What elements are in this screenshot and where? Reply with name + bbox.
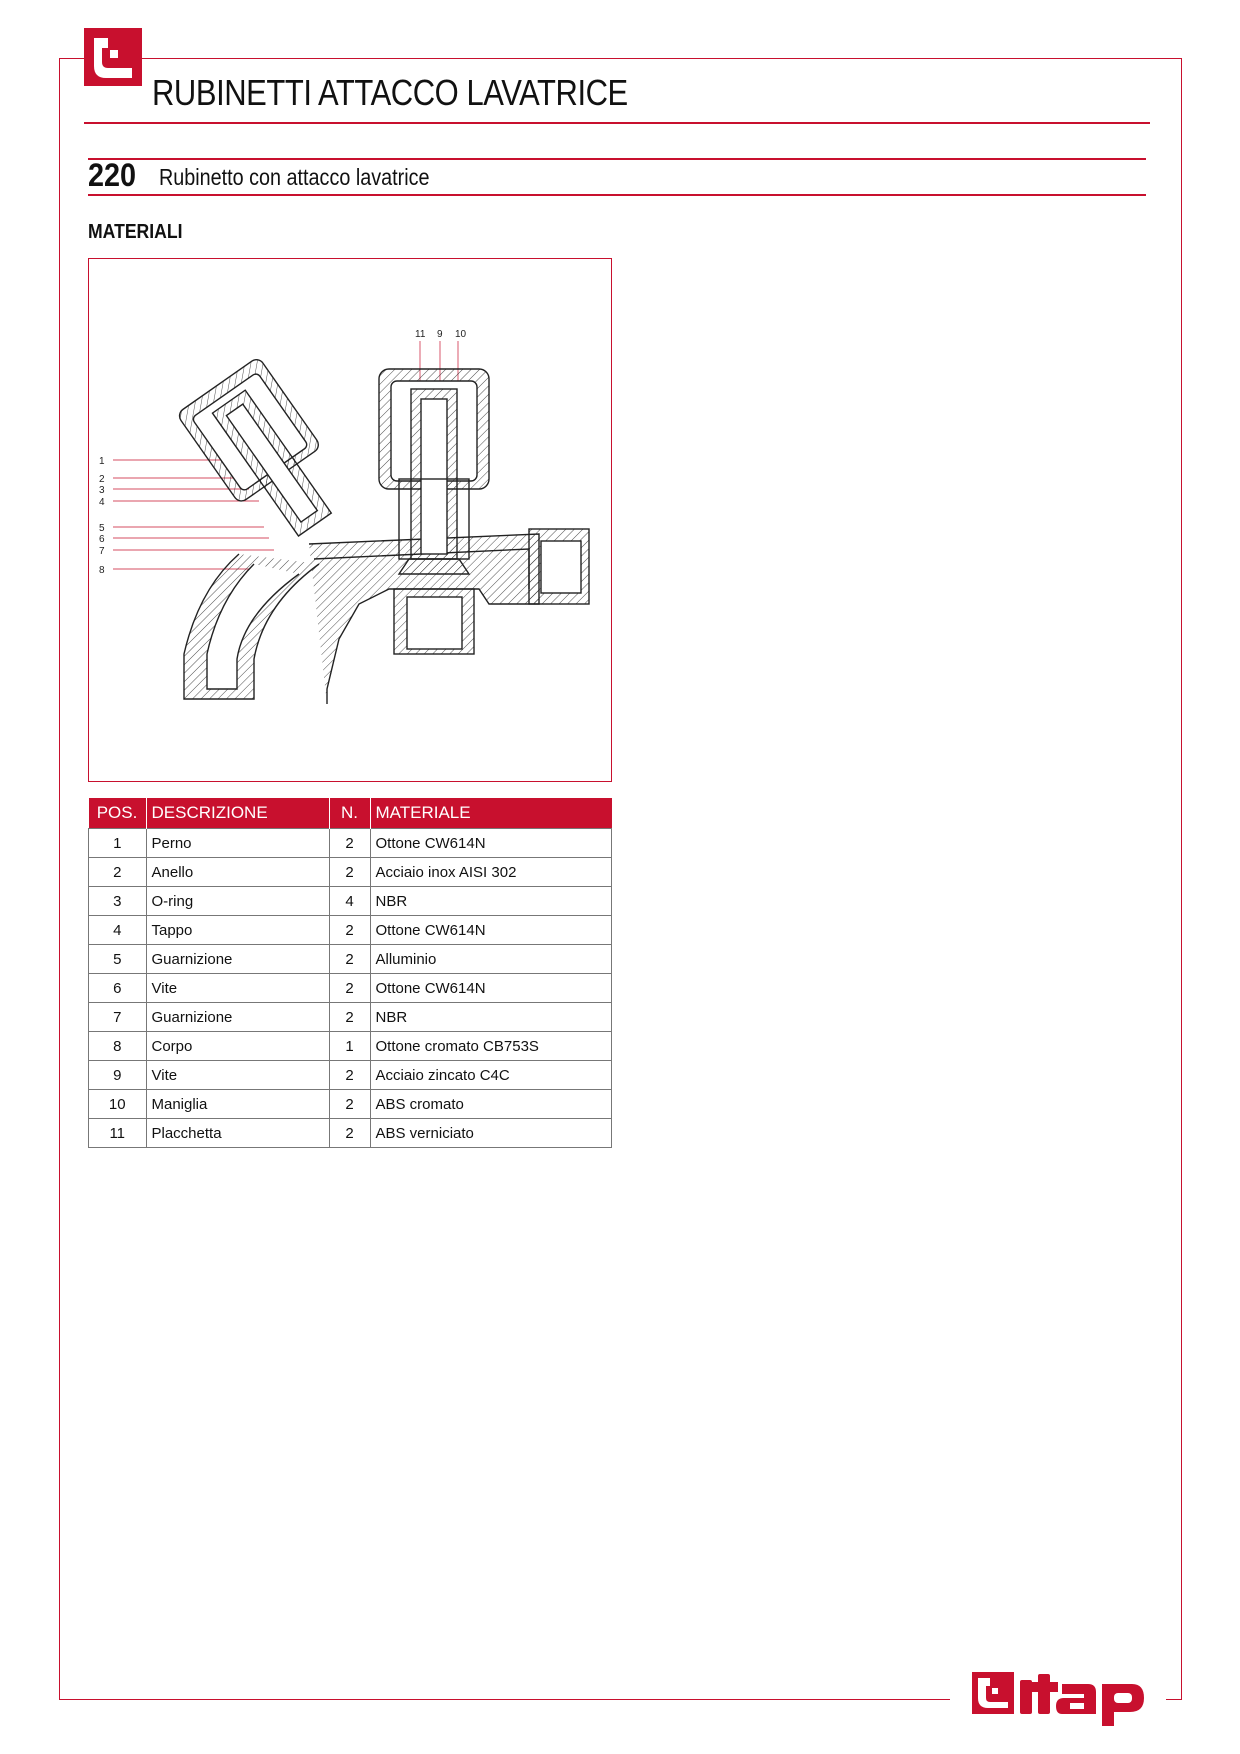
cell-material: Acciaio zincato C4C [370, 1061, 612, 1090]
product-rule-top [88, 158, 1146, 160]
table-row [89, 916, 612, 945]
cell-pos: 2 [89, 858, 147, 887]
cell-pos: 11 [89, 1119, 147, 1148]
itap-logo [970, 1666, 1150, 1735]
cell-qty: 2 [329, 829, 370, 858]
cell-material: NBR [370, 1003, 612, 1032]
cell-description: Perno [146, 829, 329, 858]
cell-pos: 9 [89, 1061, 147, 1090]
cell-material: ABS verniciato [370, 1119, 612, 1148]
cell-material: Ottone CW614N [370, 974, 612, 1003]
table-row [89, 1003, 612, 1032]
cell-pos: 4 [89, 916, 147, 945]
cell-description: Anello [146, 858, 329, 887]
callout-5: 5 [99, 523, 105, 534]
title-rule [84, 122, 1150, 124]
cell-pos: 10 [89, 1090, 147, 1119]
header-pos: POS. [89, 798, 147, 829]
table-row [89, 1119, 612, 1148]
cell-pos: 6 [89, 974, 147, 1003]
cell-material: NBR [370, 887, 612, 916]
cell-material: Ottone CW614N [370, 829, 612, 858]
cell-qty: 2 [329, 858, 370, 887]
cell-qty: 2 [329, 1003, 370, 1032]
cell-pos: 8 [89, 1032, 147, 1061]
table-row [89, 829, 612, 858]
cell-description: Tappo [146, 916, 329, 945]
brand-icon [84, 28, 142, 86]
itap-brand-icon [970, 1666, 1150, 1730]
header-material: MATERIALE [370, 798, 612, 829]
cell-material: Ottone CW614N [370, 916, 612, 945]
cell-description: Vite [146, 974, 329, 1003]
table-row [89, 858, 612, 887]
callout-10: 10 [455, 329, 467, 340]
cell-pos: 5 [89, 945, 147, 974]
valve-cross-section-drawing [89, 259, 610, 780]
cell-material: ABS cromato [370, 1090, 612, 1119]
cell-qty: 2 [329, 974, 370, 1003]
cell-qty: 4 [329, 887, 370, 916]
callout-9: 9 [437, 329, 443, 340]
cell-qty: 1 [329, 1032, 370, 1061]
header-qty: N. [329, 798, 370, 829]
cell-description: Corpo [146, 1032, 329, 1061]
cell-material: Alluminio [370, 945, 612, 974]
section-title: MATERIALI [88, 221, 183, 243]
product-description: Rubinetto con attacco lavatrice [159, 164, 430, 190]
table-row [89, 1090, 612, 1119]
callout-6: 6 [99, 534, 105, 545]
callout-1: 1 [99, 456, 105, 467]
cell-description: Placchetta [146, 1119, 329, 1148]
cell-description: Guarnizione [146, 945, 329, 974]
table-row [89, 887, 612, 916]
cell-qty: 2 [329, 916, 370, 945]
callout-4: 4 [99, 497, 105, 508]
cell-description: Maniglia [146, 1090, 329, 1119]
callout-2: 2 [99, 474, 105, 485]
logo-mask [75, 86, 151, 96]
callout-11: 11 [415, 329, 426, 340]
table-row [89, 974, 612, 1003]
technical-drawing [88, 258, 612, 782]
cell-pos: 7 [89, 1003, 147, 1032]
table-header-row [89, 798, 612, 829]
tap-icon [84, 28, 142, 86]
table-row [89, 1032, 612, 1061]
cell-description: Guarnizione [146, 1003, 329, 1032]
product-rule-bottom [88, 194, 1146, 196]
cell-material: Ottone cromato CB753S [370, 1032, 612, 1061]
callout-8: 8 [99, 565, 105, 576]
page-title: RUBINETTI ATTACCO LAVATRICE [152, 72, 628, 113]
table-row [89, 945, 612, 974]
cell-material: Acciaio inox AISI 302 [370, 858, 612, 887]
cell-pos: 3 [89, 887, 147, 916]
cell-qty: 2 [329, 1119, 370, 1148]
header-description: DESCRIZIONE [146, 798, 329, 829]
callout-3: 3 [99, 485, 105, 496]
table-row [89, 1061, 612, 1090]
cell-qty: 2 [329, 945, 370, 974]
product-code: 220 [88, 157, 137, 193]
materials-table [88, 798, 612, 1148]
cell-description: Vite [146, 1061, 329, 1090]
callout-7: 7 [99, 546, 105, 557]
cell-qty: 2 [329, 1090, 370, 1119]
cell-description: O-ring [146, 887, 329, 916]
cell-pos: 1 [89, 829, 147, 858]
cell-qty: 2 [329, 1061, 370, 1090]
